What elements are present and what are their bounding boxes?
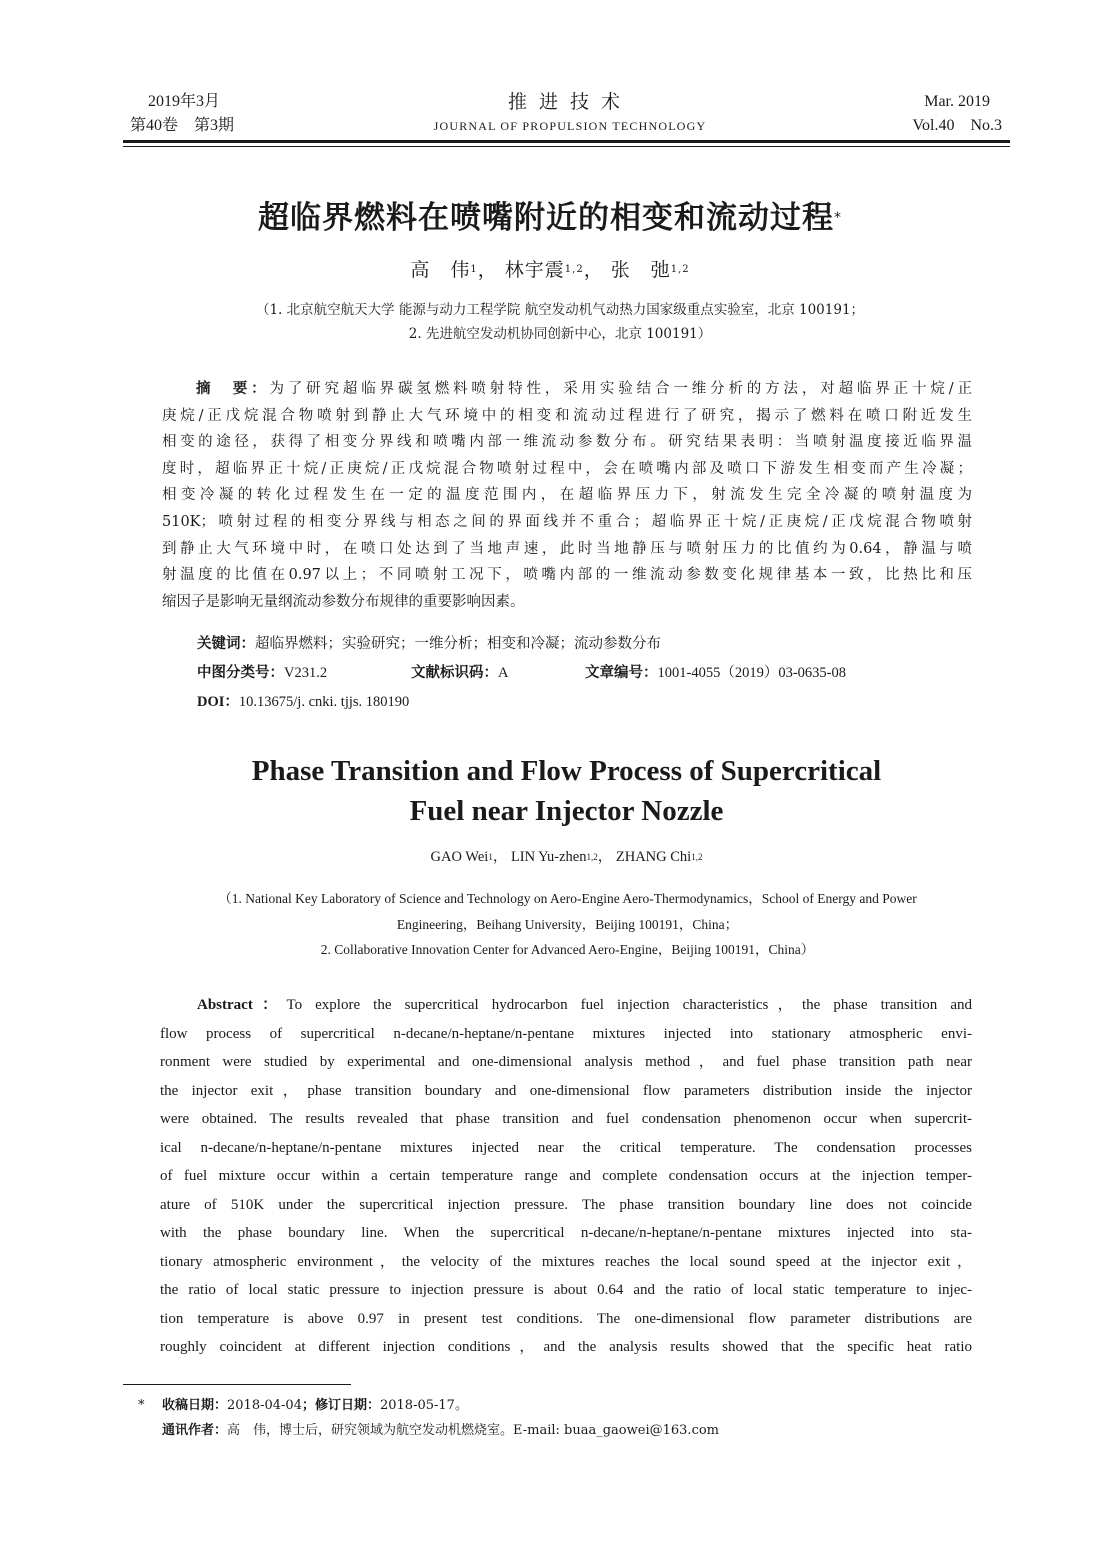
title-footnote-mark: * — [834, 210, 842, 226]
header-journal-name-en: JOURNAL OF PROPULSION TECHNOLOGY — [433, 119, 707, 133]
footnote-dates: 收稿日期：2018-04-04；修订日期：2018-05-17。 — [162, 1398, 468, 1413]
en-authors: GAO Wei$^1$， LIN Yu-zhen$^{1,2}$， ZHANG Chi$^{1,2}$ — [430, 849, 703, 865]
footnote-mark: * — [138, 1398, 145, 1413]
cn-classification: 中图分类号：V231.2 — [197, 665, 328, 681]
cn-affiliations: （1. 北京航空航天大学 能源与动力工程学院 航空发动机气动热力国家级重点实验室，北京 100191； 2. 先进航空发动机协同创新中心，北京 100191） — [255, 302, 865, 342]
footnote-corresponding-author: 通讯作者：高 伟，博士后，研究领域为航空发动机燃烧室。E-mail: buaa_gaowei@163.com — [162, 1423, 719, 1438]
header-rule-thick — [123, 140, 1010, 143]
header-journal-name-cn: 推进技术 — [507, 91, 632, 113]
footnote-rule — [123, 1384, 351, 1385]
header-volume-en: Vol.40 No.3 — [912, 117, 1002, 134]
cn-author-2: 林宇震 — [504, 259, 565, 281]
en-abstract: Abstract：To explore the supercritical hydrocarbon fuel injection characteristics，the phase transition and flow process of supercritical n-decane/n-heptane/n-pentane mixtures injected into stationary atmospheric envi- ronment were studied by experimental and one-dimensional analysis method，and fuel phase transition path near the injector exit，phase transition boundary and one-dimensional flow parameters distribution inside the injector were obtained. The results revealed that phase transition and fuel condensation phenomenon occur when supercrit- ical n-decane/n-heptane/n-pentane mixtures injected near the critical temperature. The condensation processes of fuel mixture occur within a certain temperature range and complete condensation occurs at the injection temper- ature of 510K under the supercritical injection pressure. The phase transition boundary line does not coincide with the phase boundary line. When the supercritical n-decane/n-heptane/n-pentane mixtures injected into sta- tionary atmospheric environment，the velocity of the mixtures reaches the local sound speed at the injector exit， the ratio of local static pressure to injection pressure is about 0.64 and the ratio of local static temperature to injec- tion temperature is above 0.97 in present test conditions. The one-dimensional flow parameter distributions are roughly coincident at different injection conditions，and the analysis results showed that the specific heat ratio — [160, 997, 972, 1355]
cn-abstract: 摘 要：为了研究超临界碳氢燃料喷射特性，采用实验结合一维分析的方法，对超临界正十烷/正 庚烷/正戊烷混合物喷射到静止大气环境中的相变和流动过程进行了研究，揭示了燃料在喷口附近发生 相变的途径，获得了相变分界线和喷嘴内部一维流动参数分布。研究结果表明：当喷射温度接近临界温 度时，超临界正十烷/正庚烷/正戊烷混合物喷射过程中，会在喷嘴内部及喷口下游发生相变而产生冷凝； 相变冷凝的转化过程发生在一定的温度范围内，在超临界压力下，射流发生完全冷凝的喷射温度为 510K；喷射过程的相变分界线与相态之间的界面线并不重合；超临界正十烷/正庚烷/正戊烷混合物喷射 到静止大气环境中时，在喷口处达到了当地声速，此时当地静压与喷射压力的比值约为0.64，静温与喷 射温度的比值在0.97以上；不同喷射工况下，喷嘴内部的一维流动参数变化规律基本一致，比热比和压 缩因子是影响无量纲流动参数分布规律的重要影响因素。 — [162, 381, 973, 610]
header-date-cn: 2019年3月 — [148, 93, 221, 110]
en-author-3: ZHANG Chi — [615, 849, 692, 865]
header-volume-cn: 第40卷 第3期 — [130, 117, 235, 134]
cn-keywords: 关键词：超临界燃料；实验研究；一维分析；相变和冷凝；流动参数分布 — [197, 636, 661, 652]
cn-authors: 高 伟$^1$， 林宇震$^{1,2}$， 张 弛$^{1,2}$ — [410, 259, 690, 281]
header-date-en: Mar. 2019 — [924, 93, 990, 110]
en-author-1: GAO Wei — [430, 849, 489, 865]
en-abstract-label: Abstract： — [197, 997, 287, 1013]
cn-doi: DOI：10.13675/j. cnki. tjjs. 180190 — [197, 694, 410, 710]
header-rule-thin — [123, 146, 1010, 147]
cn-abstract-label: 摘 要： — [196, 381, 270, 397]
cn-author-1: 高 伟 — [410, 259, 471, 281]
cn-document-code: 文献标识码：A — [411, 665, 509, 681]
en-author-2: LIN Yu-zhen — [510, 849, 587, 865]
cn-author-3: 张 弛 — [610, 259, 671, 281]
cn-title: 超临界燃料在喷嘴附近的相变和流动过程* — [258, 200, 842, 236]
en-affiliations: （1. National Key Laboratory of Science and Technology on Aero-Engine Aero-Thermodynamics，School of Energy and Power Engineering，Beihang University，Beijing 100191，China； 2. Collaborative Innovation Center for Advanced Aero-Engine，Beijing 100191，China） — [218, 891, 917, 957]
cn-article-number: 文章编号：1001-4055（2019）03-0635-08 — [585, 665, 846, 681]
en-title: Phase Transition and Flow Process of Supercritical Fuel near Injector Nozzle — [251, 755, 882, 827]
